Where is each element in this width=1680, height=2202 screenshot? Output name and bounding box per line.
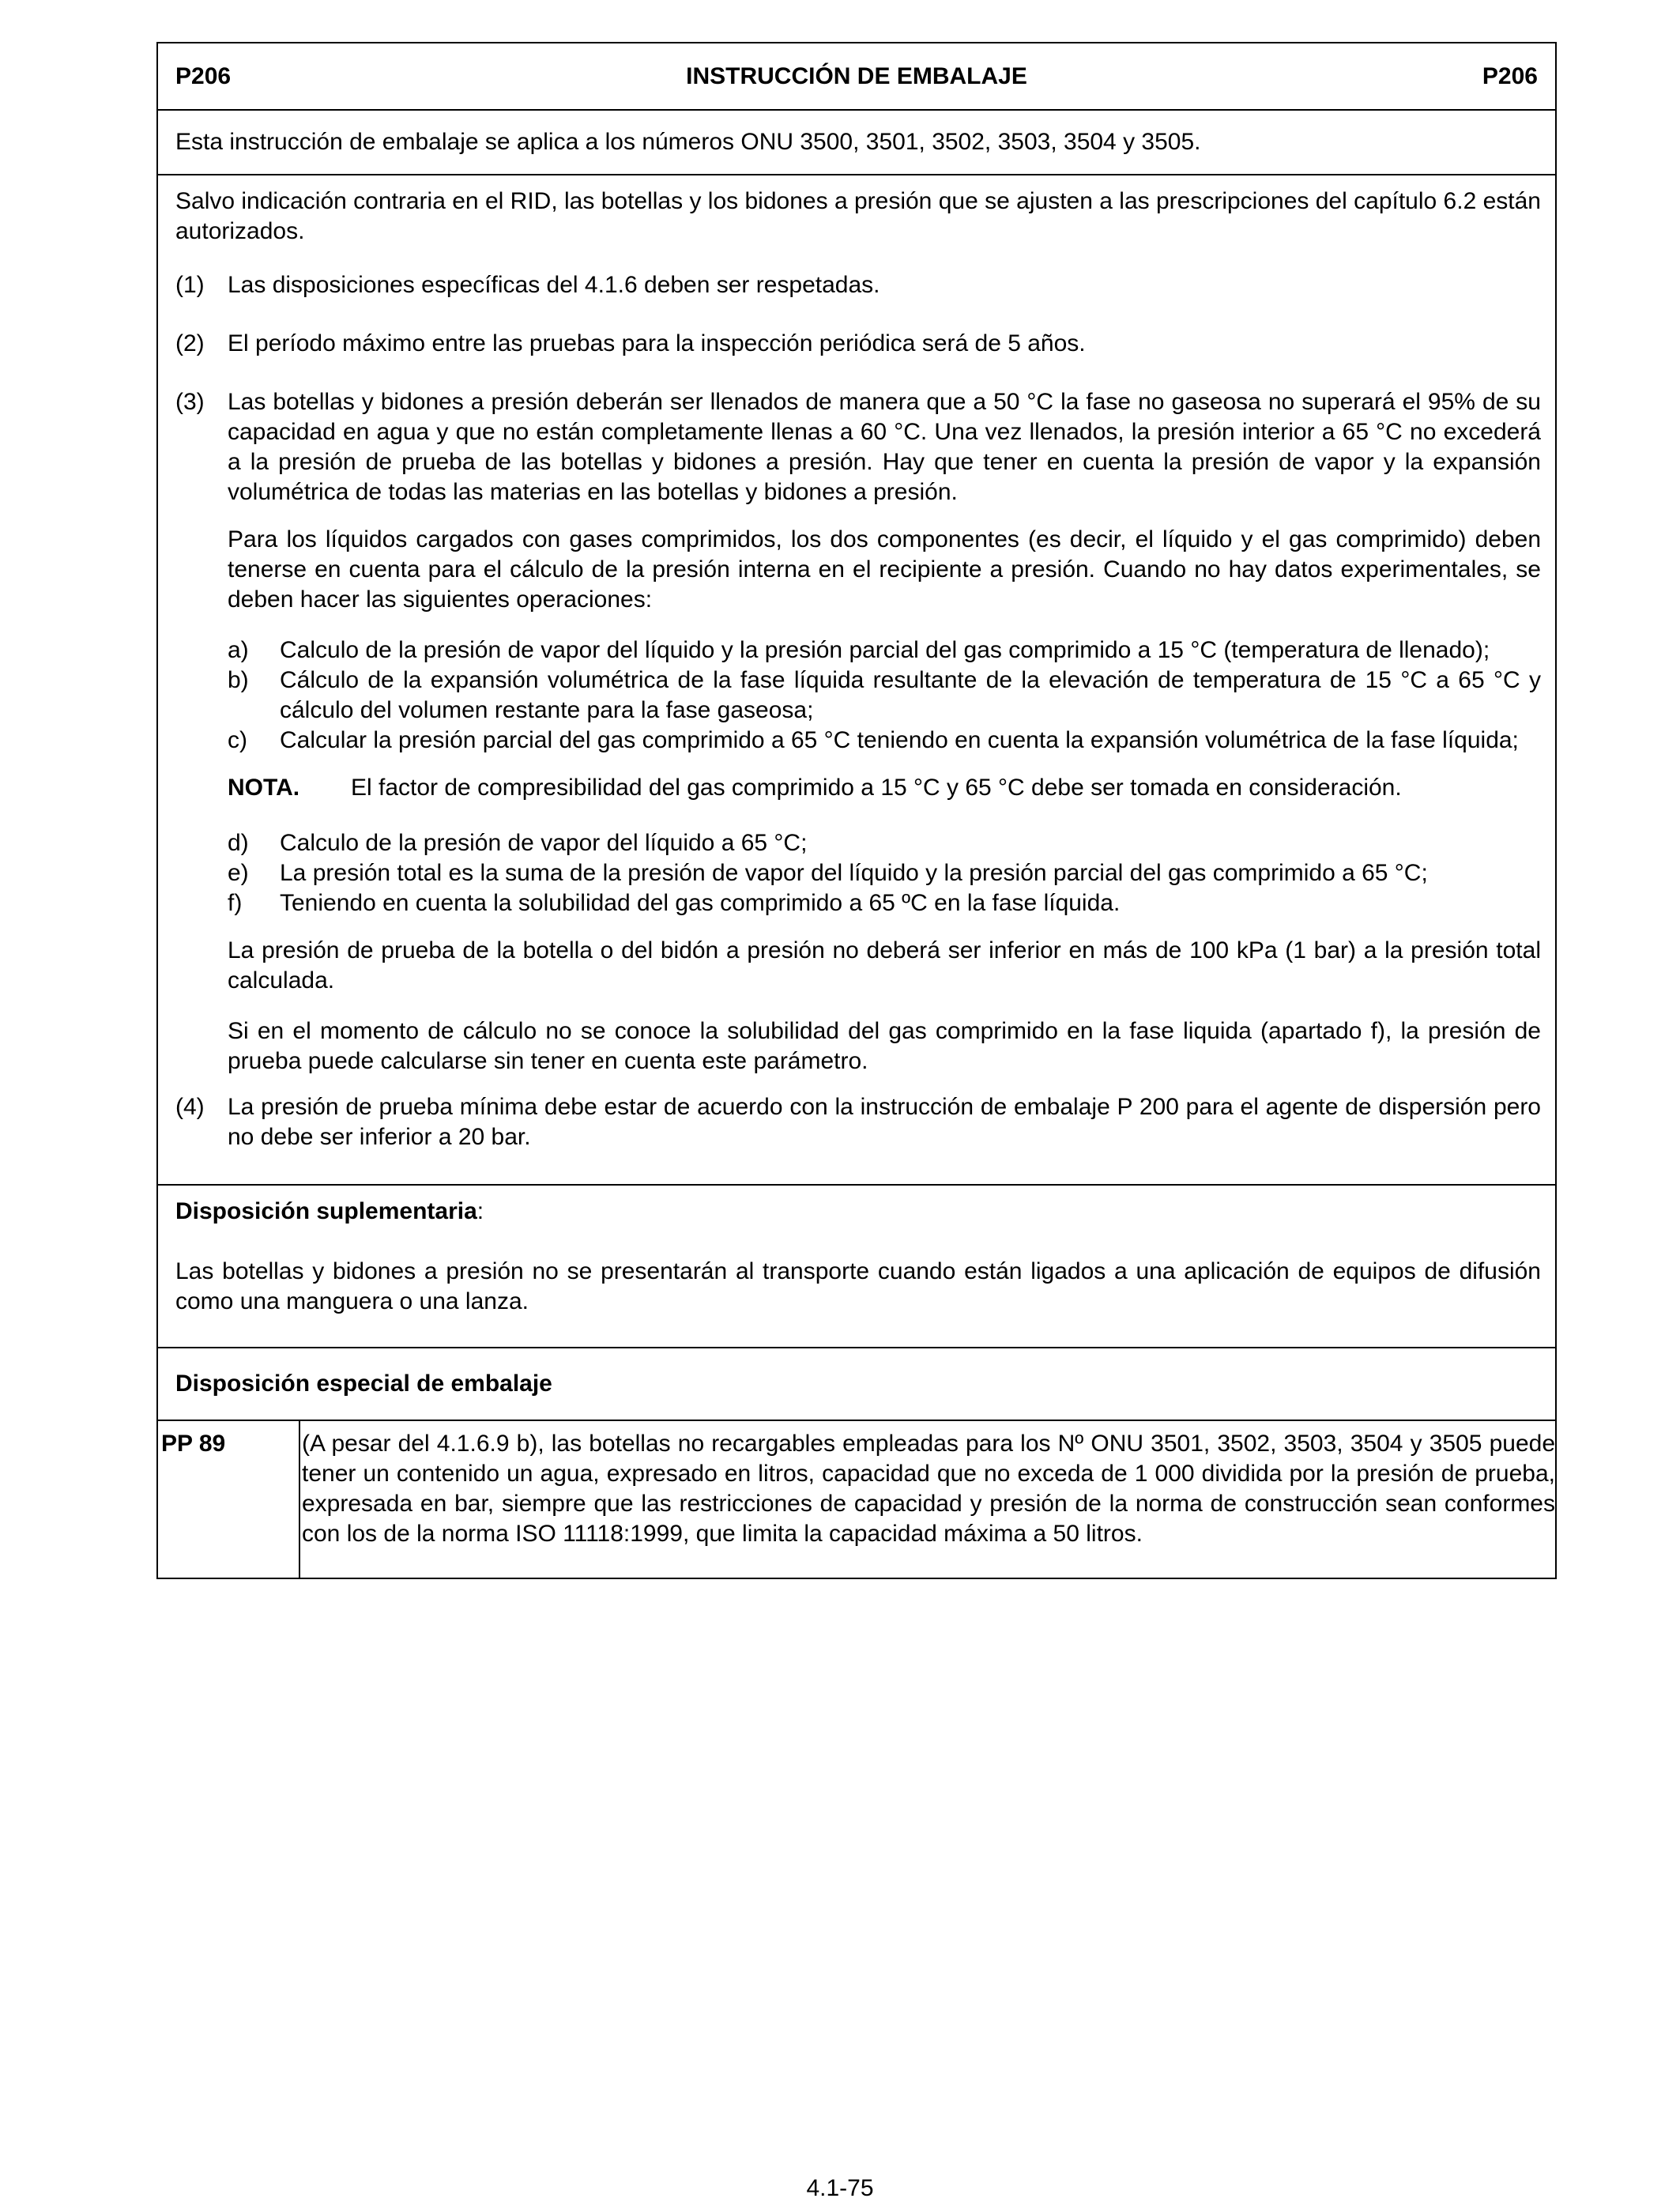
special-provision-pp89-row — [158, 1421, 1555, 1578]
scope-row — [158, 111, 1555, 175]
operation-item-a — [228, 635, 1541, 666]
test-pressure-paragraph: La presión de prueba de la botella o del bidón a presión no deberá ser inferior en más de 100 kPa (1 bar) a la presión total calculada. — [228, 937, 1541, 994]
provision-number: (3) — [175, 389, 205, 415]
packing-instruction-table — [156, 42, 1557, 1579]
operation-item-f — [228, 888, 1541, 918]
operation-text: Calcular la presión parcial del gas comprimido a 65 °C teniendo en cuenta la expansión volumétrica de la fase líquida; — [280, 727, 1519, 753]
provision-item-2 — [175, 329, 1541, 359]
operations-list-a-c — [175, 635, 1541, 756]
operation-item-d — [228, 828, 1541, 858]
provision-item-4 — [175, 1092, 1541, 1152]
note-text: El factor de compresibilidad del gas comprimido a 15 °C y 65 °C debe ser tomada en consideración. — [351, 775, 1402, 801]
special-provision-title: Disposición especial de embalaje — [175, 1371, 552, 1397]
table-header-row — [158, 43, 1555, 111]
operation-text: Calculo de la presión de vapor del líquido a 65 °C; — [280, 830, 808, 856]
intro-paragraph: Salvo indicación contraria en el RID, las botellas y los bidones a presión que se ajusten a las prescripciones del capítulo 6.2 están autorizados. — [175, 188, 1541, 244]
supplementary-text: Las botellas y bidones a presión no se presentarán al transporte cuando están ligados a una aplicación de equipos de difusión como una manguera o una lanza. — [175, 1258, 1541, 1314]
operation-text: Teniendo en cuenta la solubilidad del gas comprimido a 65 ºC en la fase líquida. — [280, 890, 1121, 916]
provision-item-3 — [175, 387, 1541, 507]
operations-list-d-f — [175, 828, 1541, 918]
note-block — [228, 773, 1541, 803]
main-provisions-row — [158, 175, 1555, 1186]
operation-letter: b) — [228, 667, 249, 693]
page-number: 4.1-75 — [806, 2175, 874, 2201]
instruction-code-left: P206 — [175, 62, 232, 89]
solubility-paragraph: Si en el momento de cálculo no se conoce la solubilidad del gas comprimido en la fase liquida (apartado f), la presión de prueba puede calcularse sin tener en cuenta este parámetro. — [228, 1018, 1541, 1074]
liquids-gases-paragraph: Para los líquidos cargados con gases comprimidos, los dos componentes (es decir, el líquido y el gas comprimido) deben tenerse en cuenta para el cálculo de la presión interna en el recipiente a presión. Cuando no hay datos experimentales, se deben hacer las siguientes operaciones: — [228, 526, 1541, 613]
operation-item-c — [228, 726, 1541, 756]
provision-number: (4) — [175, 1094, 205, 1120]
operation-letter: f) — [228, 890, 243, 916]
supplementary-heading — [175, 1197, 1541, 1227]
instruction-code-right: P206 — [1482, 62, 1538, 89]
operation-text: Cálculo de la expansión volumétrica de la fase líquida resultante de la elevación de temperatura de 15 °C a 65 °C y cálculo del volumen restante para la fase gaseosa; — [280, 667, 1541, 723]
operation-letter: d) — [228, 830, 249, 856]
operation-letter: a) — [228, 637, 249, 663]
provision-text: La presión de prueba mínima debe estar de acuerdo con la instrucción de embalaje P 200 para el agente de dispersión pero no debe ser inferior a 20 bar. — [228, 1094, 1541, 1150]
operation-letter: c) — [228, 727, 247, 753]
provision-number: (1) — [175, 272, 205, 298]
scope-text: Esta instrucción de embalaje se aplica a los números ONU 3500, 3501, 3502, 3503, 3504 y 3505. — [175, 129, 1201, 155]
operation-item-b — [228, 666, 1541, 726]
operation-text: La presión total es la suma de la presión de vapor del líquido y la presión parcial del gas comprimido a 65 °C; — [280, 860, 1428, 886]
note-label: NOTA. — [228, 775, 300, 801]
operation-text: Calculo de la presión de vapor del líquido y la presión parcial del gas comprimido a 15 °C (temperatura de llenado); — [280, 637, 1490, 663]
special-provision-code: PP 89 — [158, 1421, 300, 1578]
provision-text: El período máximo entre las pruebas para la inspección periódica será de 5 años. — [228, 330, 1086, 356]
instruction-title: INSTRUCCIÓN DE EMBALAJE — [686, 62, 1027, 89]
provision-text: Las disposiciones específicas del 4.1.6 deben ser respetadas. — [228, 272, 880, 298]
supplementary-colon: : — [477, 1198, 484, 1224]
special-provision-text: (A pesar del 4.1.6.9 b), las botellas no recargables empleadas para los Nº ONU 3501, 3502, 3503, 3504 y 3505 puede tener un contenido un agua, expresado en litros, capacidad que no exceda de 1 000 dividida por la presión de prueba, expresada en bar, siempre que las restricciones de capacidad y presión de la norma de construcción sean conformes con los de la norma ISO 11118:1999, que limita la capacidad máxima a 50 litros. — [302, 1431, 1555, 1547]
operation-letter: e) — [228, 860, 249, 886]
operation-item-e — [228, 858, 1541, 888]
special-provision-heading-row — [158, 1348, 1555, 1421]
provision-number: (2) — [175, 330, 205, 356]
supplementary-provision-row — [158, 1186, 1555, 1348]
provision-item-1 — [175, 270, 1541, 300]
supplementary-title: Disposición suplementaria — [175, 1198, 477, 1224]
provision-text: Las botellas y bidones a presión deberán ser llenados de manera que a 50 °C la fase no gaseosa no superará el 95% de su capacidad en agua y que no están completamente llenas a 60 °C. Una vez llenados, la presión interior a 65 °C no excederá a la presión de prueba de las botellas y bidones a presión. Hay que tener en cuenta la presión de vapor y la expansión volumétrica de todas las materias en las botellas y bidones a presión. — [228, 389, 1541, 505]
